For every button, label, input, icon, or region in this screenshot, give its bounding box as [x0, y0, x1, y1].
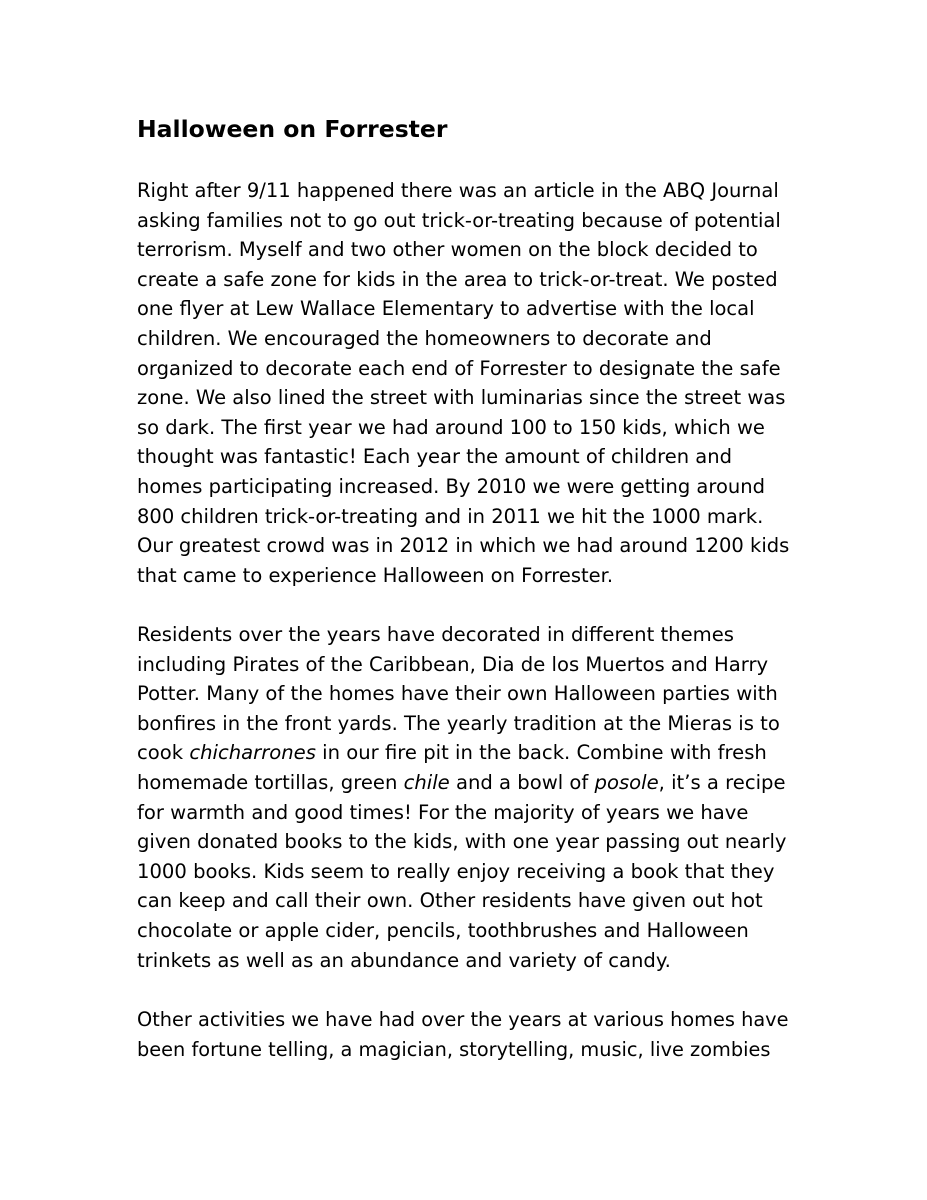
paragraph-3: [137, 1005, 798, 1064]
text-run: one flyer at Lew Wallace Elementary to advertise with the local: [137, 297, 755, 321]
text-line: [137, 294, 789, 324]
text-line: [137, 946, 787, 976]
text-line: [137, 235, 789, 265]
text-run: organized to decorate each end of Forrester to designate the safe: [137, 356, 781, 380]
text-line: [137, 709, 787, 739]
text-run: can keep and call their own. Other residents have given out hot: [137, 889, 763, 913]
text-run: asking families not to go out trick-or-treating because of potential: [137, 208, 781, 232]
text-line: [137, 620, 787, 650]
text-line: [137, 886, 787, 916]
text-run: including Pirates of the Caribbean, Dia de los Muertos and Harry: [137, 652, 769, 676]
text-run: children. We encouraged the homeowners to decorate and: [137, 326, 712, 350]
text-run: given donated books to the kids, with one year passing out nearly: [137, 830, 787, 854]
text-line: [137, 827, 787, 857]
text-line: [137, 738, 787, 768]
text-line: [137, 206, 789, 236]
text-run: Our greatest crowd was in 2012 in which we had around 1200 kids: [137, 534, 790, 558]
text-run: Right after 9/11 happened there was an article in the ABQ Journal: [137, 179, 779, 202]
text-run: chocolate or apple cider, pencils, toothbrushes and Halloween: [137, 918, 749, 942]
italic-text: chicharrones: [189, 741, 316, 765]
text-line: [137, 679, 787, 709]
text-line: [137, 502, 789, 532]
text-run: for warmth and good times! For the majority of years we have: [137, 800, 749, 824]
text-line: [137, 561, 789, 591]
text-run: in our fire pit in the back. Combine with fresh: [315, 741, 767, 765]
text-line: [137, 1035, 789, 1065]
text-run: bonfires in the front yards. The yearly tradition at the Mieras is to: [137, 711, 780, 735]
text-run: and a bowl of: [449, 770, 595, 794]
page-title: Halloween on Forrester: [137, 115, 448, 143]
text-line: [137, 354, 789, 384]
text-line: [137, 650, 787, 680]
paragraph-1: [137, 176, 792, 590]
paragraph-2: [137, 620, 787, 975]
text-line: [137, 857, 787, 887]
text-line: [137, 265, 789, 295]
text-line: [137, 916, 787, 946]
text-line: [137, 531, 789, 561]
text-line: [137, 442, 789, 472]
text-run: Residents over the years have decorated in different themes: [137, 623, 734, 646]
text-run: homemade tortillas, green: [137, 770, 404, 794]
text-run: thought was fantastic! Each year the amount of children and: [137, 445, 732, 469]
text-run: , it’s a recipe: [658, 770, 786, 794]
text-line: [137, 413, 789, 443]
text-run: 800 children trick-or-treating and in 2011 we hit the 1000 mark.: [137, 504, 764, 528]
italic-text: chile: [403, 770, 450, 794]
italic-text: posole: [594, 770, 659, 794]
text-run: been fortune telling, a magician, storytelling, music, live zombies: [137, 1037, 771, 1061]
text-run: that came to experience Halloween on Forrester.: [137, 563, 614, 587]
text-line: [137, 472, 789, 502]
text-run: so dark. The first year we had around 100 to 150 kids, which we: [137, 415, 765, 439]
text-run: zone. We also lined the street with luminarias since the street was: [137, 386, 786, 410]
text-line: [137, 176, 789, 206]
text-run: Potter. Many of the homes have their own Halloween parties with: [137, 682, 778, 706]
text-run: terrorism. Myself and two other women on the block decided to: [137, 238, 758, 262]
text-run: homes participating increased. By 2010 we were getting around: [137, 474, 766, 498]
text-line: [137, 324, 789, 354]
text-run: Other activities we have had over the years at various homes have: [137, 1008, 789, 1031]
text-run: cook: [137, 741, 190, 765]
text-line: [137, 768, 787, 798]
text-run: create a safe zone for kids in the area to trick-or-treat. We posted: [137, 267, 778, 291]
text-line: [137, 383, 789, 413]
text-run: trinkets as well as an abundance and variety of candy.: [137, 948, 671, 972]
text-run: 1000 books. Kids seem to really enjoy receiving a book that they: [137, 859, 775, 883]
text-line: [137, 798, 787, 828]
text-line: [137, 1005, 789, 1035]
